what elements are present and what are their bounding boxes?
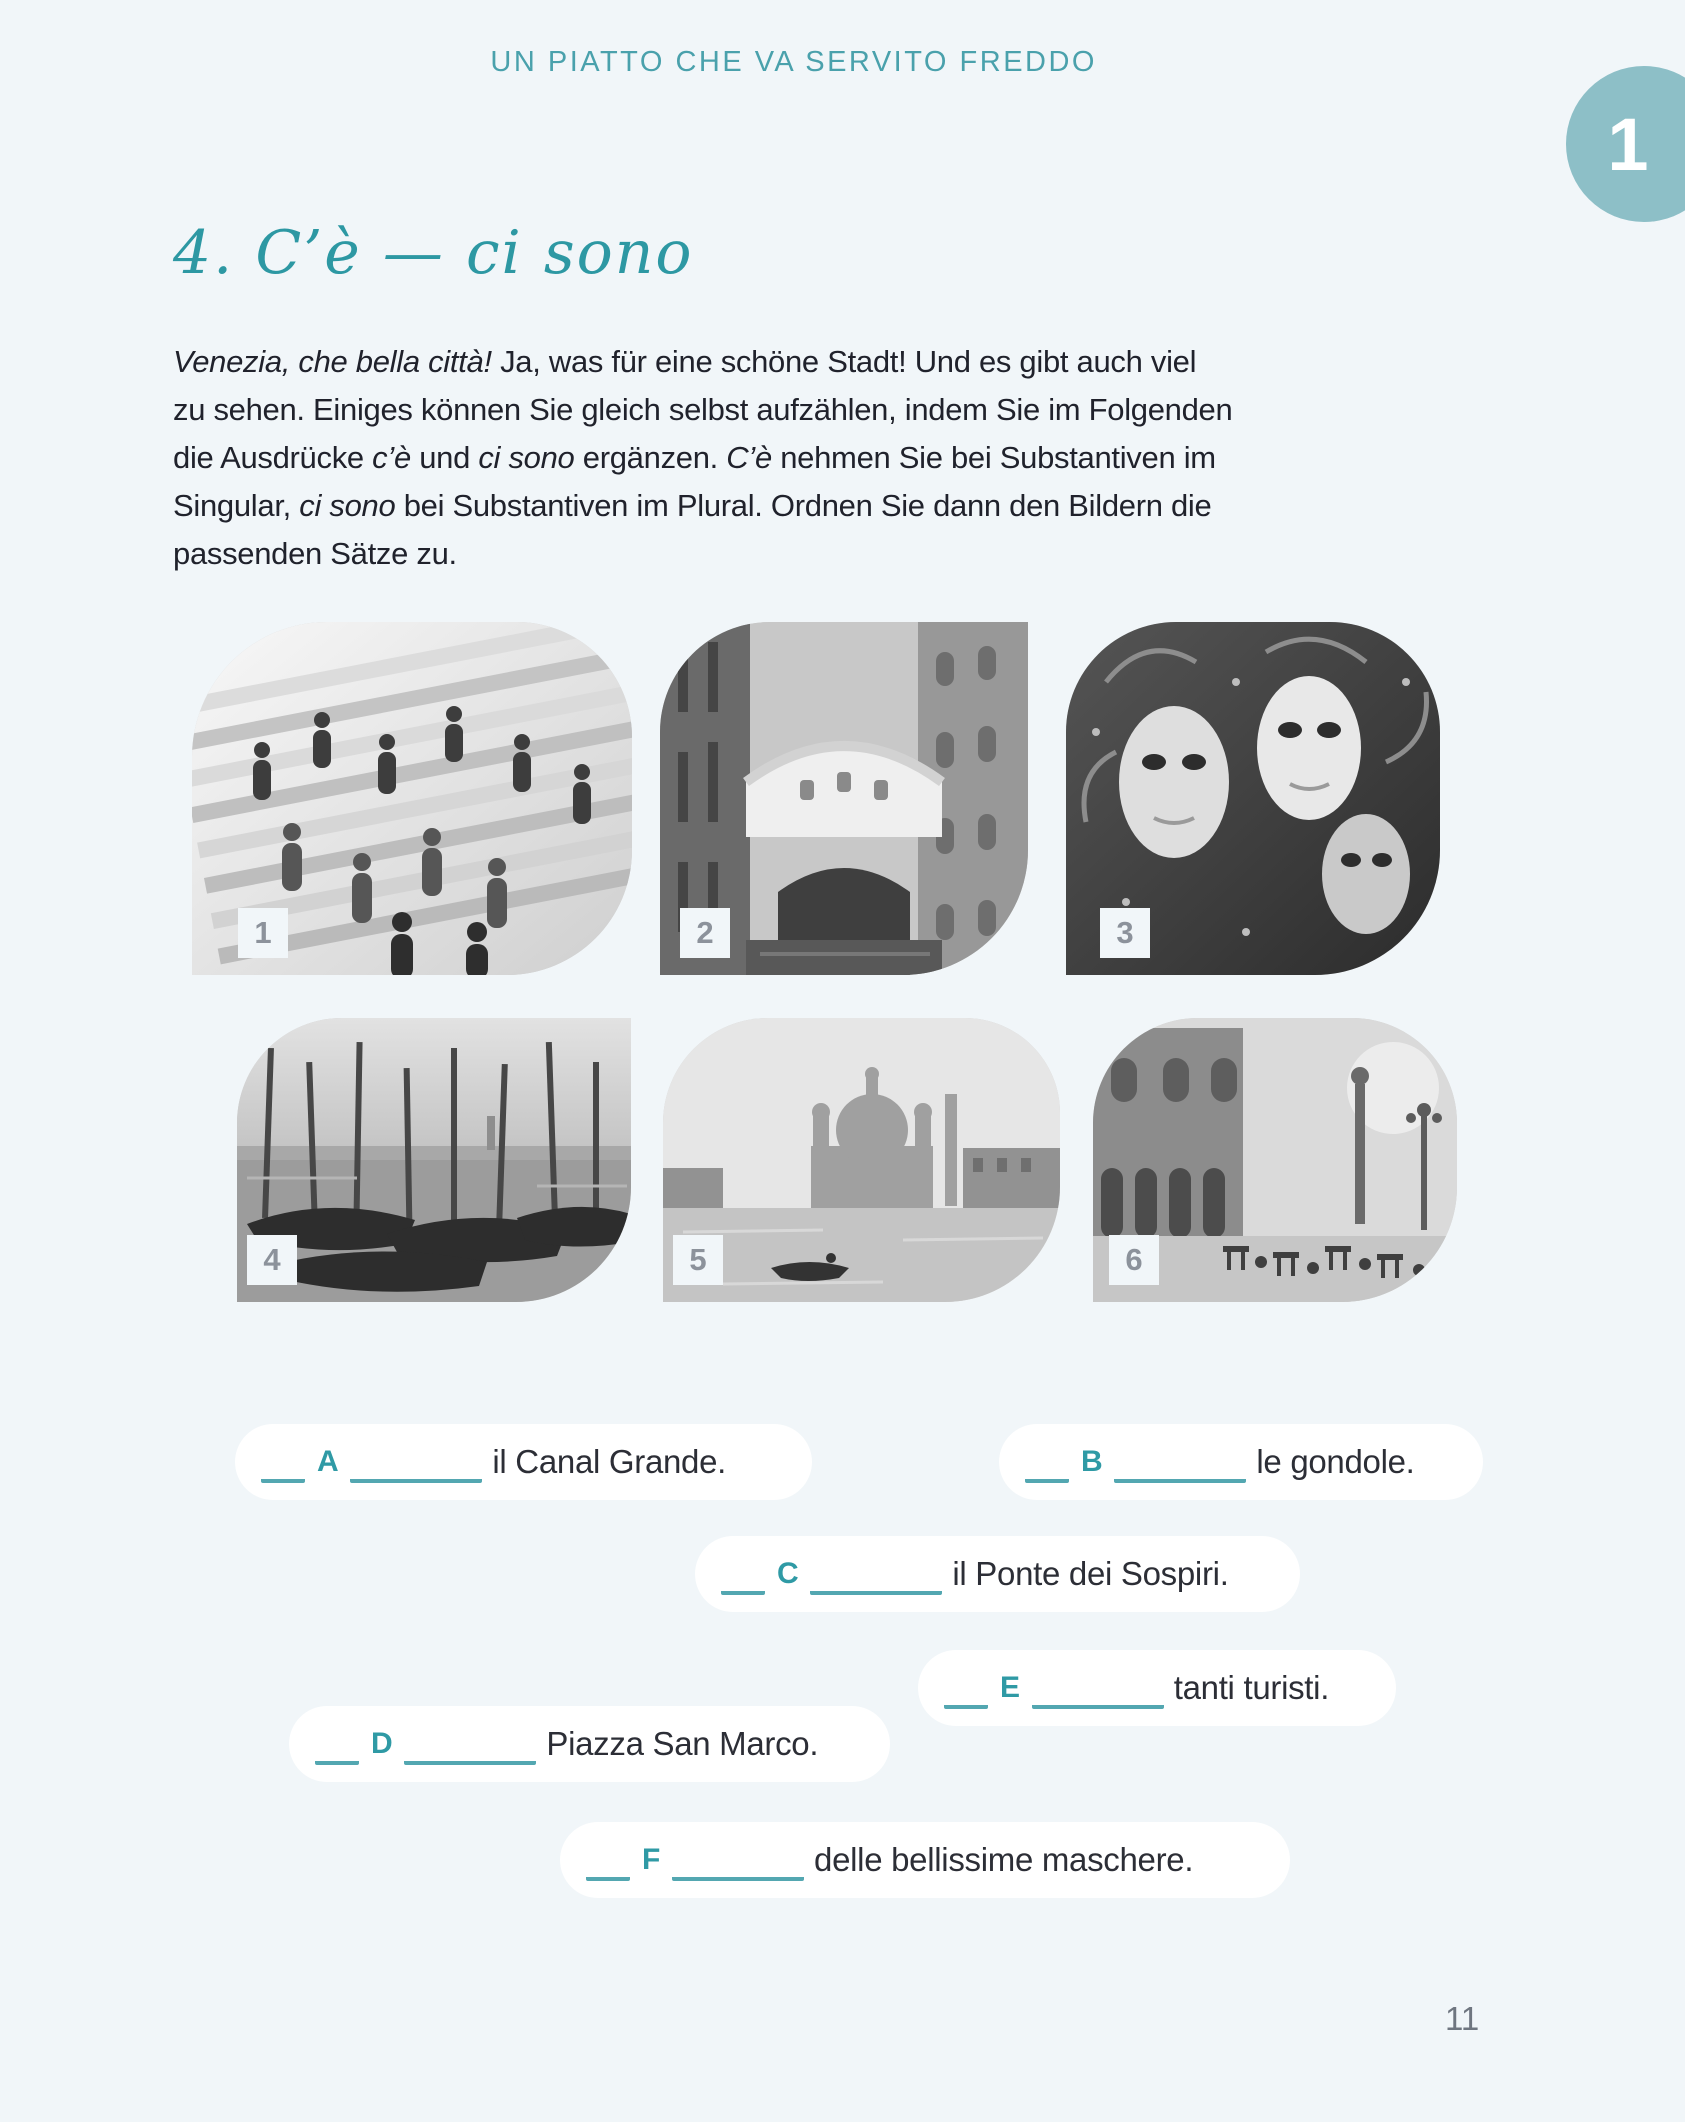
- unit-number-badge: [1566, 66, 1685, 222]
- exercise-item-b: [999, 1424, 1483, 1500]
- intro-paragraph: [173, 338, 1233, 578]
- answer-blank[interactable]: [672, 1847, 804, 1881]
- item-letter: E: [1000, 1671, 1020, 1704]
- photo-tourists-on-steps: [192, 622, 632, 975]
- exercise-item-d: [289, 1706, 890, 1782]
- photo-number: 3: [1116, 915, 1134, 950]
- intro-line: Singular, ci sono bei Substantiven im Plural. Ordnen Sie dann den Bildern die: [173, 488, 1212, 523]
- item-letter: B: [1081, 1445, 1103, 1478]
- item-text: il Canal Grande.: [492, 1443, 727, 1480]
- item-text: delle bellissime maschere.: [814, 1841, 1194, 1878]
- photo-number: 4: [263, 1242, 281, 1277]
- answer-blank[interactable]: [721, 1561, 765, 1595]
- exercise-item-e: [918, 1650, 1396, 1726]
- item-text: Piazza San Marco.: [546, 1725, 819, 1762]
- photo-number: 1: [254, 915, 272, 950]
- running-head: UN PIATTO CHE VA SERVITO FREDDO: [490, 46, 1097, 78]
- exercise-item-c: [695, 1536, 1300, 1612]
- item-text: le gondole.: [1256, 1443, 1415, 1480]
- photo-number-badge: [1109, 1235, 1159, 1285]
- photo-number-badge: [1100, 908, 1150, 958]
- intro-line: die Ausdrücke c’è und ci sono ergänzen. C’è nehmen Sie bei Substantiven im: [173, 440, 1216, 475]
- answer-blank[interactable]: [404, 1731, 536, 1765]
- intro-line: passenden Sätze zu.: [173, 536, 457, 571]
- photo-piazza-san-marco: [1093, 1018, 1457, 1302]
- photo-number-badge: [680, 908, 730, 958]
- answer-blank[interactable]: [586, 1847, 630, 1881]
- item-letter: D: [371, 1727, 393, 1760]
- section-title: 4. C’è — ci sono: [173, 218, 694, 288]
- answer-blank[interactable]: [1032, 1675, 1164, 1709]
- answer-blank[interactable]: [315, 1731, 359, 1765]
- intro-line: Venezia, che bella città! Ja, was für eine schöne Stadt! Und es gibt auch viel: [173, 344, 1197, 379]
- intro-line: zu sehen. Einiges können Sie gleich selbst aufzählen, indem Sie im Folgenden: [173, 392, 1233, 427]
- photo-bridge-of-sighs: [660, 622, 1028, 975]
- photo-number: 5: [689, 1242, 707, 1277]
- answer-blank[interactable]: [944, 1675, 988, 1709]
- exercise-item-f: [560, 1822, 1290, 1898]
- answer-blank[interactable]: [261, 1449, 305, 1483]
- answer-blank[interactable]: [1114, 1449, 1246, 1483]
- answer-blank[interactable]: [1025, 1449, 1069, 1483]
- photo-number: 6: [1125, 1242, 1143, 1277]
- photo-carnival-masks: [1066, 622, 1440, 975]
- photo-number-badge: [673, 1235, 723, 1285]
- unit-number: 1: [1607, 102, 1649, 186]
- photo-number-badge: [238, 908, 288, 958]
- photo-canal-grande: [663, 1018, 1060, 1302]
- page-number: 11: [1445, 2000, 1480, 2037]
- item-text: il Ponte dei Sospiri.: [952, 1555, 1229, 1592]
- photo-number-badge: [247, 1235, 297, 1285]
- photo-moored-gondolas: [237, 1018, 631, 1302]
- item-letter: A: [317, 1445, 339, 1478]
- item-letter: C: [777, 1557, 799, 1590]
- answer-blank[interactable]: [350, 1449, 482, 1483]
- exercise-item-a: [235, 1424, 812, 1500]
- item-text: tanti turisti.: [1173, 1669, 1330, 1706]
- answer-blank[interactable]: [810, 1561, 942, 1595]
- item-letter: F: [642, 1843, 661, 1876]
- photo-number: 2: [696, 915, 714, 950]
